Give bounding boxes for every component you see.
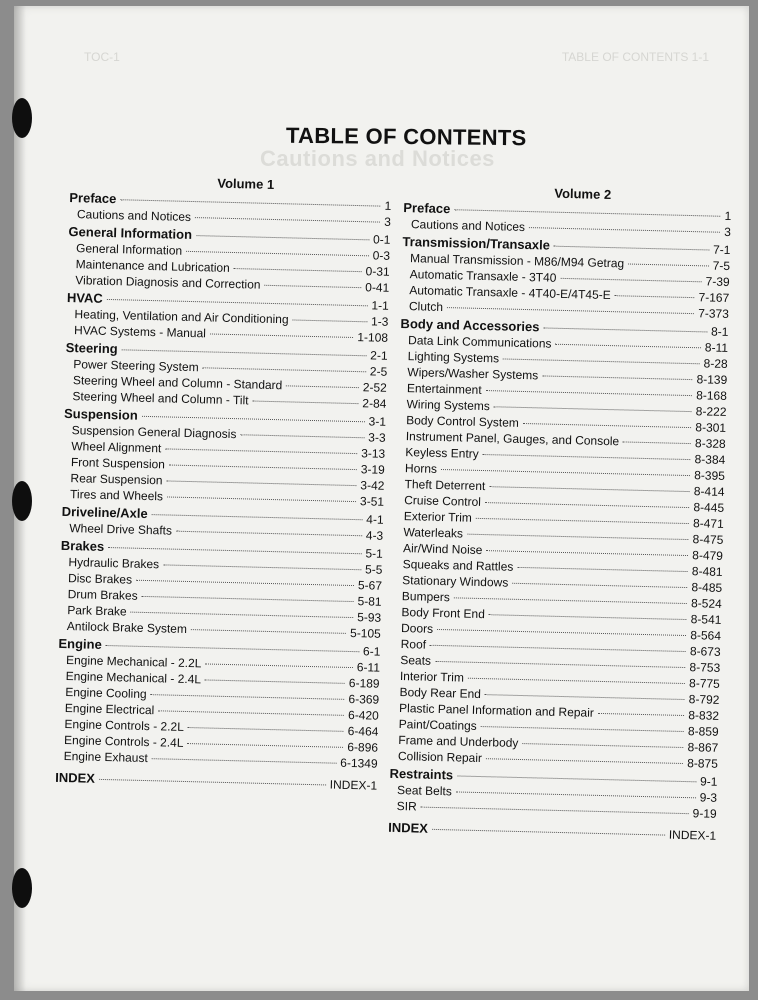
toc-entry-label: Cruise Control	[404, 493, 482, 509]
toc-entry-page-number: 5-105	[349, 625, 381, 641]
toc-entry-label: Entertainment	[406, 381, 482, 397]
dot-leader	[293, 319, 368, 322]
toc-entry-page-number: 8-867	[687, 740, 719, 755]
dot-leader	[240, 434, 364, 438]
dot-leader	[454, 209, 720, 217]
dot-leader	[167, 480, 357, 486]
dot-leader	[628, 264, 709, 267]
toc-entry-label: Paint/Coatings	[398, 717, 477, 733]
toc-entry-label: Plastic Panel Information and Repair	[398, 701, 595, 720]
toc-entry-label: Body Rear End	[399, 685, 482, 702]
page-title: TABLE OF CONTENTS	[285, 122, 527, 151]
toc-entry-label: Rear Suspension	[70, 471, 163, 488]
toc-entry-label: HVAC Systems - Manual	[73, 323, 207, 341]
dot-leader	[486, 390, 693, 396]
toc-entry-label: Maintenance and Lubrication	[75, 257, 230, 275]
toc-entry-page-number: 3-13	[361, 446, 386, 461]
toc-entry-label: Suspension General Diagnosis	[71, 423, 237, 442]
dot-leader	[176, 531, 362, 537]
volume-1-entries	[55, 190, 391, 794]
dot-leader	[120, 199, 380, 206]
dot-leader	[167, 496, 356, 502]
toc-entry-label: Steering Wheel and Column - Tilt	[72, 389, 249, 408]
toc-entry-label: Engine Controls - 2.2L	[64, 717, 185, 734]
dot-leader	[623, 441, 691, 444]
dot-leader	[196, 235, 369, 240]
toc-index-page-number: INDEX-1	[668, 827, 717, 843]
toc-entry-label: Seat Belts	[396, 783, 453, 799]
toc-entry-page-number: 5-67	[357, 578, 383, 593]
toc-entry-page-number: 5-81	[357, 594, 382, 609]
toc-entry-page-number: 8-673	[689, 644, 721, 659]
toc-section-page-number: 4-1	[366, 512, 384, 527]
toc-section-label: Transmission/Transaxle	[402, 233, 551, 253]
toc-entry-label: Tires and Wheels	[69, 487, 164, 504]
toc-section-page-number: 0-1	[372, 232, 391, 247]
dot-leader	[191, 629, 346, 634]
toc-section-label: Engine	[58, 635, 102, 652]
dot-leader	[494, 406, 692, 412]
toc-entry-page-number: 6-420	[347, 707, 379, 723]
toc-entry-page-number: 2-52	[362, 380, 387, 395]
toc-entry-page-number: 3	[384, 214, 392, 229]
toc-entry-label: Manual Transmission - M86/M94 Getrag	[409, 251, 625, 271]
toc-section-page-number: 6-1	[362, 644, 381, 659]
dot-leader	[142, 596, 354, 602]
toc-entry-label: Squeaks and Rattles	[402, 557, 514, 574]
toc-entry-page-number: 9-3	[699, 790, 718, 805]
toc-section-label: Brakes	[60, 537, 105, 554]
dot-leader	[542, 375, 692, 380]
dot-leader	[503, 358, 700, 364]
toc-entry-label: Engine Exhaust	[63, 749, 148, 766]
binder-hole-bottom	[12, 868, 32, 908]
toc-entry-page-number: 8-875	[687, 756, 719, 771]
toc-entry-label: Engine Controls - 2.4L	[63, 733, 184, 750]
dot-leader	[151, 694, 345, 700]
toc-entry-label: Body Control System	[406, 413, 520, 430]
toc-entry-page-number: 1-3	[370, 314, 389, 329]
dot-leader	[483, 454, 691, 460]
toc-entry-page-number: 6-1349	[340, 755, 378, 771]
toc-entry-label: Clutch	[408, 299, 444, 314]
toc-entry-page-number: 7-167	[698, 290, 730, 305]
toc-entry-label: Power Steering System	[73, 357, 199, 375]
toc-section-page-number: 1-1	[371, 298, 389, 313]
dot-leader	[188, 727, 344, 732]
toc-entry-label: Engine Cooling	[65, 685, 147, 702]
dot-leader	[169, 465, 357, 471]
toc-entry-page-number: 8-541	[690, 612, 722, 627]
dot-leader	[485, 694, 685, 700]
bleed-through-header-right: TABLE OF CONTENTS 1-1	[561, 50, 709, 64]
toc-entry-label: Heating, Ventilation and Air Conditioning	[74, 307, 289, 327]
toc-section-page-number: 3-1	[368, 414, 387, 429]
dot-leader	[447, 307, 694, 314]
toc-section-label: Body and Accessories	[400, 315, 540, 335]
dot-leader	[142, 416, 365, 422]
toc-entry-page-number: 8-479	[692, 548, 724, 563]
dot-leader	[456, 791, 696, 798]
toc-entry-label: Cautions and Notices	[410, 217, 526, 234]
dot-leader	[523, 423, 692, 428]
toc-entry-label: Waterleaks	[403, 525, 464, 541]
toc-entry-page-number: 8-328	[694, 436, 726, 451]
toc-entry-label: Engine Mechanical - 2.4L	[65, 669, 202, 687]
dot-leader	[430, 645, 686, 652]
dot-leader	[441, 469, 690, 476]
toc-entry-page-number: 0-31	[365, 264, 390, 279]
binder-hole-top	[12, 98, 32, 138]
toc-section-page-number: 1	[384, 198, 392, 213]
toc-entry-page-number: 8-395	[694, 468, 726, 483]
volume-2-column	[388, 182, 732, 844]
toc-entry-page-number: 8-481	[691, 564, 723, 579]
volume-1-column	[55, 172, 392, 794]
toc-section-label: Driveline/Axle	[61, 503, 148, 521]
toc-entry-page-number: 3-19	[360, 462, 385, 477]
toc-entry-label: Wipers/Washer Systems	[407, 365, 539, 383]
dot-leader	[437, 629, 686, 636]
toc-entry-page-number: 8-564	[690, 628, 722, 643]
dot-leader	[598, 713, 685, 716]
toc-section-page-number: 7-1	[712, 242, 731, 257]
toc-section-page-number: 5-1	[365, 546, 383, 561]
toc-entry-label: Cautions and Notices	[76, 207, 192, 224]
toc-entry-page-number: 8-832	[688, 708, 720, 723]
bleed-through-header-left: TOC-1	[84, 50, 120, 64]
dot-leader	[158, 710, 344, 716]
toc-entry-label: Air/Wind Noise	[402, 541, 483, 558]
dot-leader	[264, 285, 361, 288]
dot-leader	[555, 344, 700, 349]
dot-leader	[522, 743, 683, 748]
toc-entry-page-number: 6-11	[356, 660, 381, 675]
toc-index-page-number: INDEX-1	[329, 777, 378, 793]
dot-leader	[454, 597, 687, 604]
toc-entry-label: Interior Trim	[399, 669, 465, 685]
volume-1-title: Volume 1	[217, 175, 275, 192]
toc-entry-label: Automatic Transaxle - 4T40-E/4T45-E	[409, 283, 611, 303]
toc-entry-page-number: 4-3	[365, 528, 384, 543]
dot-leader	[253, 401, 359, 405]
toc-entry-page-number: 8-384	[694, 452, 726, 467]
dot-leader	[489, 614, 687, 620]
toc-section-label: General Information	[68, 223, 193, 242]
toc-index	[388, 820, 716, 844]
dot-leader	[517, 567, 688, 572]
toc-entry-page-number: 8-475	[692, 532, 724, 547]
toc-entry-page-number: 9-19	[692, 806, 717, 821]
dot-leader	[163, 564, 361, 570]
toc-entry-label: Drum Brakes	[67, 587, 138, 603]
toc-section-page-number: 9-1	[699, 774, 718, 789]
dot-leader	[165, 448, 357, 454]
document-page	[14, 6, 749, 991]
dot-leader	[489, 486, 690, 492]
dot-leader	[205, 679, 345, 683]
dot-leader	[195, 217, 380, 223]
toc-entry-page-number: 3-3	[368, 430, 386, 445]
toc-entry-page-number: 6-369	[348, 691, 380, 707]
dot-leader	[187, 743, 343, 748]
dot-leader	[203, 367, 366, 372]
toc-entry-label: Disc Brakes	[67, 571, 133, 587]
dot-leader	[421, 807, 689, 815]
toc-entry-page-number: 2-5	[369, 364, 388, 379]
dot-leader	[432, 829, 665, 836]
toc-entry-label: Horns	[404, 461, 438, 476]
toc-entry-label: Data Link Communications	[407, 333, 552, 351]
dot-leader	[485, 502, 690, 508]
toc-entry-page-number: 6-896	[347, 739, 379, 755]
toc-entry-page-number: 8-414	[693, 484, 725, 499]
toc-entry-label: Bumpers	[401, 589, 451, 605]
dot-leader	[136, 580, 354, 586]
toc-section-label: Preface	[69, 189, 117, 207]
toc-entry-label: Engine Electrical	[64, 701, 155, 718]
toc-index-label: INDEX	[55, 769, 96, 786]
toc-entry-label: Collision Repair	[397, 749, 483, 766]
toc-entry-label: Front Suspension	[70, 455, 166, 472]
toc-entry-page-number: 7-39	[705, 274, 730, 289]
toc-entry-label: Steering Wheel and Column - Standard	[72, 373, 283, 393]
toc-entry-label: Frame and Underbody	[398, 733, 519, 750]
toc-index	[55, 770, 377, 794]
dot-leader	[543, 327, 707, 332]
dot-leader	[152, 758, 337, 764]
dot-leader	[486, 550, 688, 556]
toc-entry-page-number: 8-168	[696, 388, 728, 403]
dot-leader	[286, 385, 359, 388]
toc-entry-page-number: 8-471	[692, 516, 724, 531]
dot-leader	[560, 278, 701, 282]
dot-leader	[481, 726, 684, 732]
toc-entry-label: Body Front End	[401, 605, 486, 622]
toc-entry-label: Stationary Windows	[402, 573, 509, 590]
dot-leader	[615, 295, 695, 298]
toc-section-label: Preface	[403, 199, 451, 217]
toc-entry-label: Park Brake	[67, 603, 127, 619]
toc-entry-page-number: 8-524	[690, 596, 722, 611]
dot-leader	[108, 547, 361, 554]
toc-entry-label: Theft Deterrent	[404, 477, 486, 494]
toc-entry-label: Engine Mechanical - 2.2L	[65, 653, 202, 671]
toc-entry-label: Keyless Entry	[405, 445, 479, 461]
toc-entry-page-number: 5-93	[357, 610, 382, 625]
toc-entry-page-number: 8-222	[695, 404, 727, 419]
dot-leader	[131, 612, 354, 618]
dot-leader	[152, 514, 363, 520]
toc-entry-label: Vibration Diagnosis and Correction	[75, 273, 261, 292]
dot-leader	[486, 758, 683, 764]
toc-entry-label: Exterior Trim	[403, 509, 473, 525]
toc-entry-page-number: 6-189	[348, 675, 380, 691]
dot-leader	[210, 333, 353, 338]
toc-section-page-number: 2-1	[370, 348, 388, 363]
toc-entry-label: Wheel Drive Shafts	[69, 521, 173, 538]
dot-leader	[512, 583, 687, 588]
toc-entry-page-number: 0-41	[365, 280, 390, 295]
dot-leader	[529, 227, 720, 233]
toc-entry-page-number: 8-485	[691, 580, 723, 595]
toc-entry-label: Antilock Brake System	[66, 619, 188, 636]
toc-entry-page-number: 2-84	[362, 396, 387, 411]
toc-entry-label: Hydraulic Brakes	[68, 555, 160, 572]
toc-entry-page-number: 8-139	[696, 372, 728, 387]
dot-leader	[186, 251, 369, 256]
toc-section-label: Restraints	[389, 765, 454, 783]
toc-entry-label: General Information	[75, 241, 183, 258]
dot-leader	[457, 775, 696, 782]
toc-entry-page-number: 8-11	[704, 340, 729, 355]
toc-entry-label: Instrument Panel, Gauges, and Console	[405, 429, 620, 449]
dot-leader	[205, 663, 352, 668]
toc-entry-page-number: 8-28	[703, 356, 728, 371]
toc-entry-label: Wiring Systems	[406, 397, 491, 414]
dot-leader	[554, 246, 709, 251]
binder-hole-middle	[12, 481, 32, 521]
toc-entry-label: Roof	[400, 637, 427, 652]
toc-entry-label: Wheel Alignment	[71, 439, 162, 456]
toc-entry-page-number: 3	[724, 224, 732, 239]
toc-entry-label: SIR	[396, 799, 417, 814]
toc-index-label: INDEX	[388, 819, 429, 836]
dot-leader	[234, 268, 362, 272]
toc-entry-page-number: 8-792	[688, 692, 720, 707]
toc-entry-page-number: 8-301	[695, 420, 727, 435]
toc-entry-label: Automatic Transaxle - 3T40	[409, 267, 557, 285]
toc-section-label: HVAC	[66, 289, 103, 306]
dot-leader	[476, 518, 689, 524]
bleed-through-title: Cautions and Notices	[260, 146, 495, 171]
dot-leader	[435, 661, 686, 668]
toc-entry-page-number: 8-445	[693, 500, 725, 515]
toc-entry-page-number: 3-42	[360, 478, 385, 493]
dot-leader	[468, 678, 685, 684]
dot-leader	[467, 534, 689, 540]
toc-entry-page-number: 1-108	[357, 330, 389, 345]
toc-entry-page-number: 8-775	[688, 676, 721, 691]
toc-section-page-number: 8-1	[710, 324, 729, 339]
dot-leader	[99, 779, 326, 786]
toc-entry-page-number: 8-859	[687, 724, 719, 739]
volume-2-entries	[388, 200, 731, 844]
toc-section-page-number: 1	[724, 208, 732, 224]
toc-entry-page-number: 5-5	[364, 562, 383, 577]
dot-leader	[107, 299, 368, 306]
dot-leader	[106, 645, 359, 652]
toc-entry-label: Lighting Systems	[407, 349, 500, 366]
bleed-through-header	[84, 50, 709, 64]
toc-section-label: Steering	[65, 339, 118, 357]
toc-entry-label: Doors	[400, 621, 434, 636]
toc-entry-page-number: 3-51	[359, 494, 385, 509]
volume-2-title: Volume 2	[554, 185, 612, 203]
toc-entry-page-number: 6-464	[347, 723, 379, 739]
toc-entry-page-number: 0-3	[372, 248, 391, 263]
toc-entry-page-number: 8-753	[689, 660, 721, 675]
toc-entry-page-number: 7-373	[698, 306, 730, 321]
toc-entry-page-number: 7-5	[712, 258, 731, 273]
toc-entry-label: Seats	[400, 653, 432, 668]
toc-section-label: Suspension	[63, 405, 138, 423]
dot-leader	[122, 349, 367, 356]
